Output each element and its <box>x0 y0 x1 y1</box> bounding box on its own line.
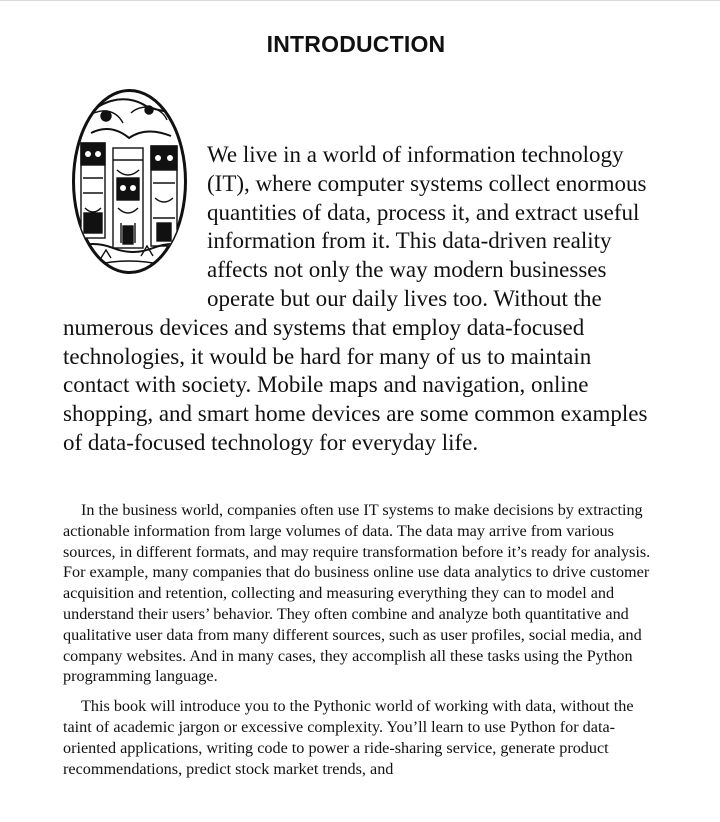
chapter-title: INTRODUCTION <box>266 31 446 57</box>
lead-paragraph-text: We live in a world of information technology (IT), where computer systems collect enormous quantities of data, process it, and extract useful information from it. This data-driven reality affects not only the way modern businesses operate but our daily lives too. Without the numerous devices and systems that employ data-focused technologies, it would be hard for many of us to maintain contact with society. Mobile maps and navigation, online shopping, and smart home devices are some common examples of data-focused technology for everyday life. <box>63 142 648 455</box>
illustration-float-spacer <box>63 141 207 285</box>
body-text <box>63 500 657 788</box>
body-paragraph: This book will introduce you to the Pythonic world of working with data, without the taint of academic jargon or excessive complexity. You’ll learn to use Python for data-oriented applications, writing code to power a ride-sharing service, generate product recommendations, predict stock market trends, and <box>63 697 634 778</box>
body-paragraph: In the business world, companies often use IT systems to make decisions by extracting actionable information from large volumes of data. The data may arrive from various sources, in different formats, and may require transformation before it’s ready for analysis. For example, many companies that do business online use data analytics to drive customer acquisition and retention, collecting and measuring everything they can to model and understand their users’ behavior. They often combine and analyze both quantitative and qualitative user data from many different sources, such as user profiles, social media, and company websites. And in many cases, they accomplish all these tasks using the Python programming language. <box>63 501 651 686</box>
lead-paragraph <box>63 141 663 458</box>
